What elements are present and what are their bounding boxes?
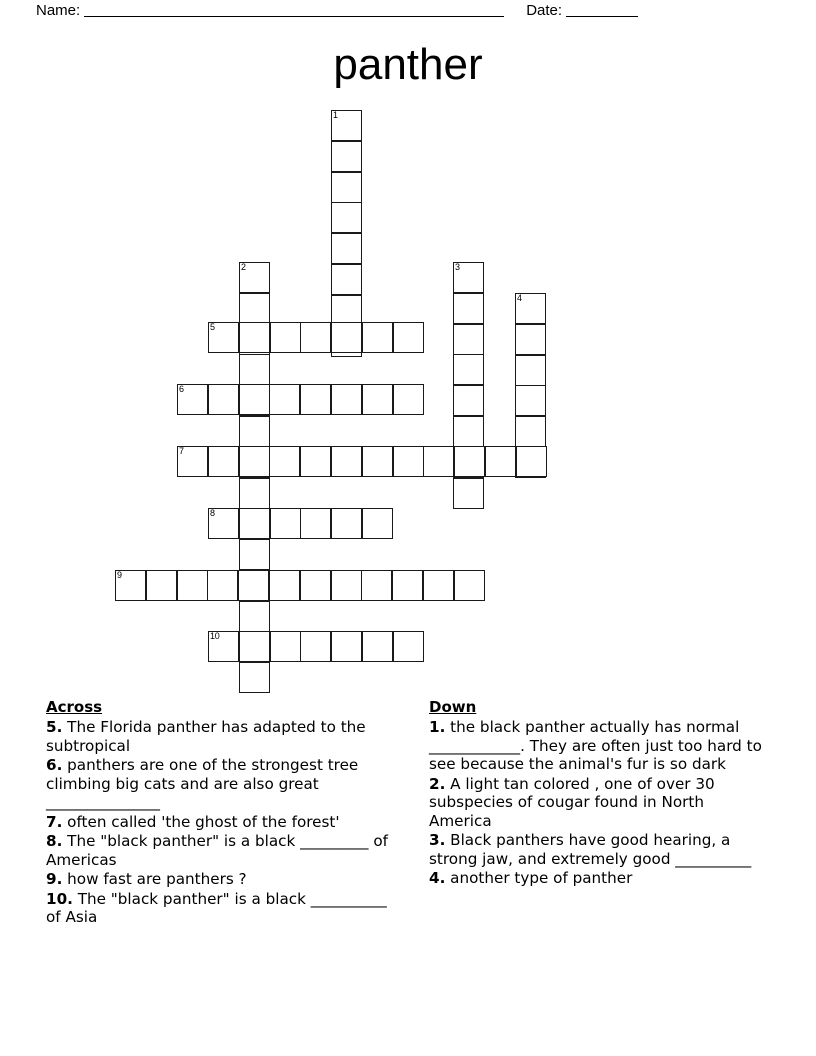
crossword-cell[interactable] (453, 385, 484, 416)
crossword-cell[interactable] (300, 446, 331, 477)
crossword-cell[interactable] (362, 508, 393, 539)
crossword-cell[interactable] (146, 570, 177, 601)
crossword-cell[interactable] (362, 384, 393, 415)
across-clue (46, 756, 403, 812)
crossword-cell[interactable] (515, 416, 546, 447)
across-clue-number: 8. (46, 832, 63, 850)
down-clue-number: 1. (429, 718, 446, 736)
across-heading: Across (46, 698, 103, 716)
crossword-cell[interactable] (331, 141, 362, 172)
crossword-cell[interactable] (362, 322, 393, 353)
down-clue-number: 4. (429, 869, 446, 887)
crossword-cell[interactable] (300, 384, 331, 415)
crossword-cell[interactable] (331, 384, 362, 415)
crossword-cell[interactable] (423, 570, 454, 601)
crossword-cell[interactable] (331, 570, 362, 601)
page-title: panther (333, 40, 483, 89)
crossword-cell[interactable] (208, 446, 239, 477)
crossword-cell[interactable] (331, 631, 362, 662)
crossword-cell[interactable] (239, 539, 270, 570)
crossword-cell[interactable] (331, 508, 362, 539)
crossword-cell[interactable] (115, 570, 146, 601)
across-clue-text: The "black panther" is a black __________ of Asia (46, 889, 387, 926)
cell-number: 7 (179, 446, 184, 456)
across-clue (46, 718, 403, 755)
crossword-cell[interactable] (515, 324, 546, 355)
across-clue (46, 890, 403, 927)
across-clue-list (46, 718, 403, 927)
crossword-cell[interactable] (177, 570, 208, 601)
crossword-cell[interactable] (239, 384, 270, 415)
cell-number: 10 (210, 631, 220, 641)
across-clue-text: The "black panther" is a black _________ of Americas (46, 832, 388, 869)
crossword-cell[interactable] (239, 508, 270, 539)
crossword-cell[interactable] (270, 508, 301, 539)
crossword-cell[interactable] (300, 570, 331, 601)
crossword-cell[interactable] (393, 384, 424, 415)
crossword-cell[interactable] (331, 446, 362, 477)
crossword-cell[interactable] (208, 508, 239, 539)
clues-section (0, 698, 816, 928)
down-clue-text: the black panther actually has normal ____________. They are often just too hard to see because the animal's fur is so dark (429, 718, 762, 773)
across-clue (46, 870, 403, 889)
crossword-cell[interactable] (331, 202, 362, 233)
crossword-cell[interactable] (239, 293, 270, 324)
crossword-cell[interactable] (208, 631, 239, 662)
crossword-cell[interactable] (515, 293, 546, 324)
down-clues-column (411, 698, 776, 928)
crossword-cell[interactable] (453, 324, 484, 355)
crossword-cell[interactable] (239, 446, 270, 477)
down-clue (429, 718, 768, 774)
crossword-cell[interactable] (208, 322, 239, 353)
cell-number: 2 (241, 262, 246, 272)
crossword-cell[interactable] (454, 446, 485, 477)
cell-number: 8 (210, 508, 215, 518)
across-clue-number: 6. (46, 756, 63, 774)
crossword-cell[interactable] (270, 322, 301, 353)
across-clue (46, 832, 403, 869)
down-clue-text: Black panthers have good hearing, a strong jaw, and extremely good __________ (429, 831, 752, 868)
across-clue-text: The Florida panther has adapted to the subtropical (46, 718, 366, 755)
down-clue (429, 775, 768, 831)
crossword-cell[interactable] (331, 322, 362, 353)
across-clue-text: panthers are one of the strongest tree climbing big cats and are also great _______________ (46, 756, 359, 811)
crossword-cell[interactable] (239, 631, 270, 662)
across-clue (46, 813, 403, 832)
crossword-cell[interactable] (331, 233, 362, 264)
crossword-cell[interactable] (361, 570, 392, 601)
crossword-cell[interactable] (362, 446, 393, 477)
across-clue-number: 10. (46, 889, 73, 908)
crossword-cell[interactable] (269, 446, 300, 477)
crossword-cell[interactable] (362, 631, 393, 662)
across-clue-number: 7. (46, 812, 63, 831)
crossword-cell[interactable] (239, 354, 270, 385)
cell-number: 5 (210, 322, 215, 332)
down-clue-number: 2. (429, 774, 446, 793)
across-clues-column (46, 698, 411, 928)
across-clue-text: how fast are panthers ? (62, 870, 247, 888)
crossword-cell[interactable] (238, 570, 269, 601)
crossword-cell[interactable] (515, 385, 546, 416)
crossword-cell[interactable] (393, 631, 424, 662)
cell-number: 1 (333, 110, 338, 120)
crossword-cell[interactable] (207, 570, 238, 601)
crossword-cell[interactable] (393, 322, 424, 353)
crossword-cell[interactable] (208, 384, 239, 415)
cell-number: 9 (117, 570, 122, 580)
crossword-cell[interactable] (453, 416, 484, 447)
crossword-cell[interactable] (269, 384, 300, 415)
down-clue-list (429, 718, 768, 888)
crossword-cell[interactable] (270, 631, 301, 662)
crossword-cell[interactable] (423, 446, 454, 477)
crossword-cell[interactable] (269, 570, 300, 601)
crossword-cell[interactable] (300, 631, 331, 662)
down-clue-text: another type of panther (445, 869, 633, 887)
crossword-cell[interactable] (453, 478, 484, 509)
crossword-cell[interactable] (392, 570, 423, 601)
crossword-cell[interactable] (515, 355, 546, 386)
crossword-cell[interactable] (177, 384, 208, 415)
crossword-cell[interactable] (239, 601, 270, 632)
down-clue (429, 869, 768, 888)
crossword-cell[interactable] (516, 446, 547, 477)
crossword-cell[interactable] (239, 262, 270, 293)
cell-number: 6 (179, 384, 184, 394)
crossword-cell[interactable] (239, 416, 270, 447)
crossword-cell[interactable] (331, 172, 362, 203)
crossword-cell[interactable] (239, 662, 270, 693)
across-clue-number: 5. (46, 718, 63, 736)
crossword-cell[interactable] (453, 354, 484, 385)
crossword-cell[interactable] (239, 478, 270, 509)
down-heading: Down (429, 698, 477, 716)
crossword-cell[interactable] (454, 570, 485, 601)
crossword-cell[interactable] (177, 446, 208, 477)
crossword-cell[interactable] (485, 446, 516, 477)
crossword-cell[interactable] (453, 262, 484, 293)
down-clue-text: A light tan colored , one of over 30 subspecies of cougar found in North America (429, 774, 715, 830)
crossword-cell[interactable] (300, 508, 331, 539)
crossword-cell[interactable] (453, 293, 484, 324)
date-label: Date: (526, 2, 563, 19)
across-clue-number: 9. (46, 870, 63, 888)
cell-number: 4 (517, 293, 522, 303)
crossword-cell[interactable] (331, 110, 362, 141)
down-clue-number: 3. (429, 831, 446, 849)
across-clue-text: often called 'the ghost of the forest' (62, 812, 340, 831)
crossword-cell[interactable] (300, 322, 331, 353)
crossword-cell[interactable] (331, 264, 362, 295)
cell-number: 3 (455, 262, 460, 272)
crossword-cell[interactable] (239, 322, 270, 353)
down-clue (429, 831, 768, 868)
name-label: Name: (36, 2, 81, 19)
crossword-cell[interactable] (393, 446, 424, 477)
